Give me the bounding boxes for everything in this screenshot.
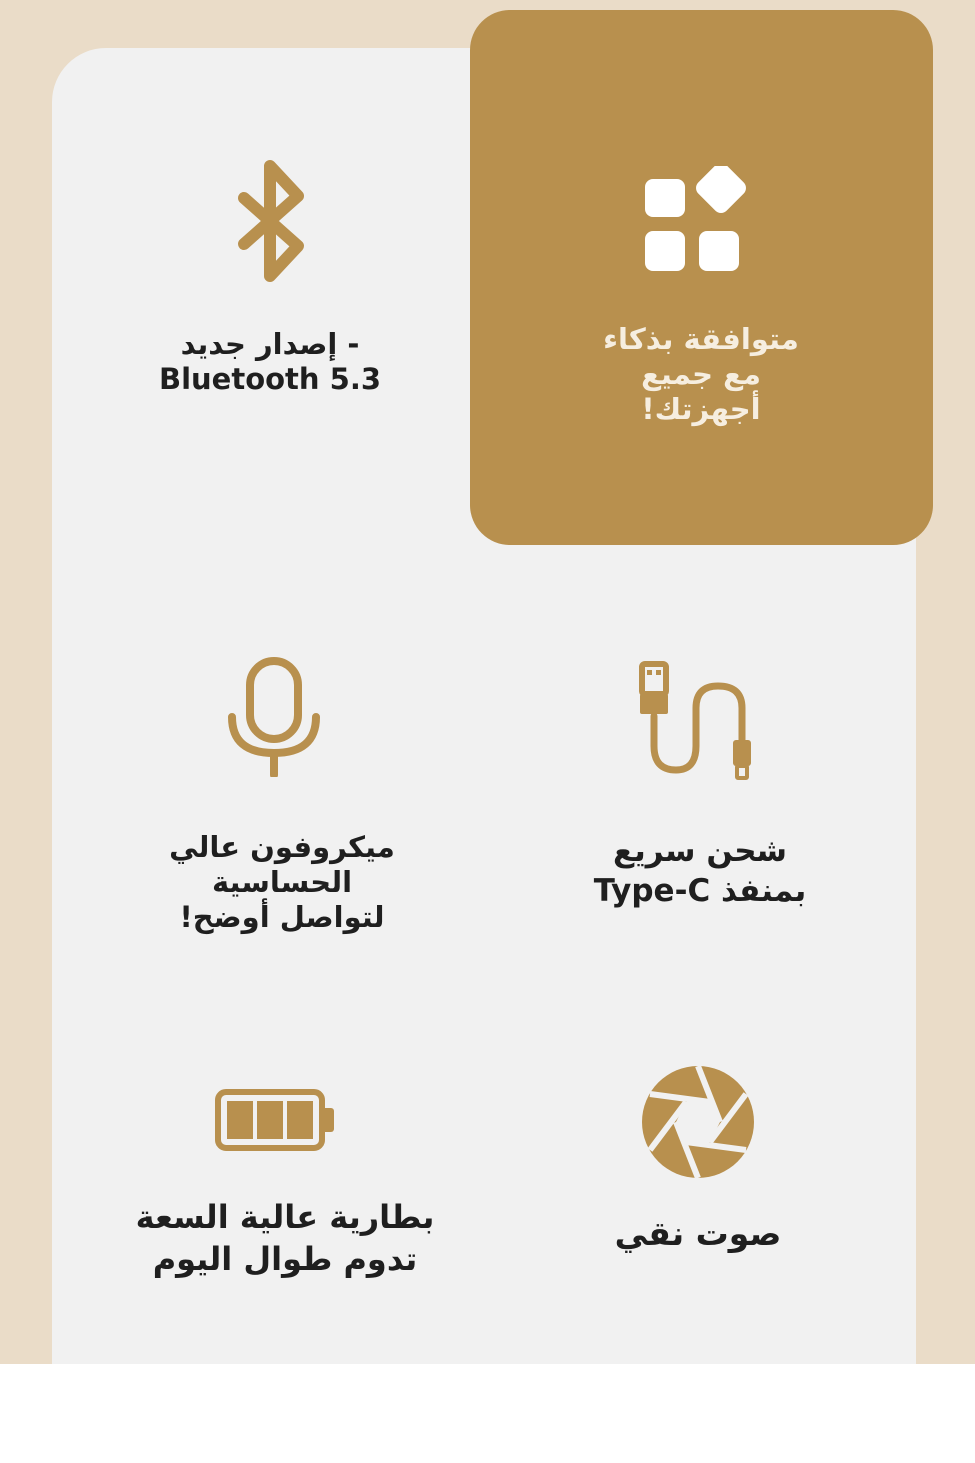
bluetooth-label [120,327,420,397]
bluetooth-icon [236,158,310,284]
label-line: الحساسية [211,865,353,899]
label-line: تدوم طوال اليوم [152,1240,418,1278]
compatibility-label [551,322,851,427]
sound-label [548,1214,848,1254]
label-line: شحن سريع [612,833,788,869]
label-line: صوت نقي [614,1214,782,1253]
label-line: مع جميع [641,357,761,391]
label-line: بمنفذ Type-C [593,873,807,909]
usb-cable-icon [636,660,760,784]
label-line: - إصدار جديد [180,327,360,361]
label-line: Bluetooth 5.3 [158,362,382,396]
compatibility-card [470,10,933,545]
microphone-icon [226,657,322,777]
label-line: لتواصل أوضح! [179,900,385,934]
battery-label [115,1196,455,1280]
aperture-icon [640,1064,756,1180]
label-line: أجهزتك! [641,392,761,426]
battery-icon [214,1088,338,1152]
label-line: متوافقة بذكاء [603,322,799,356]
label-line: بطارية عالية السعة [135,1198,435,1236]
label-line: ميكروفون عالي [169,830,395,864]
charging-label [550,831,850,911]
apps-grid-icon [643,166,755,276]
microphone-label [132,830,432,935]
